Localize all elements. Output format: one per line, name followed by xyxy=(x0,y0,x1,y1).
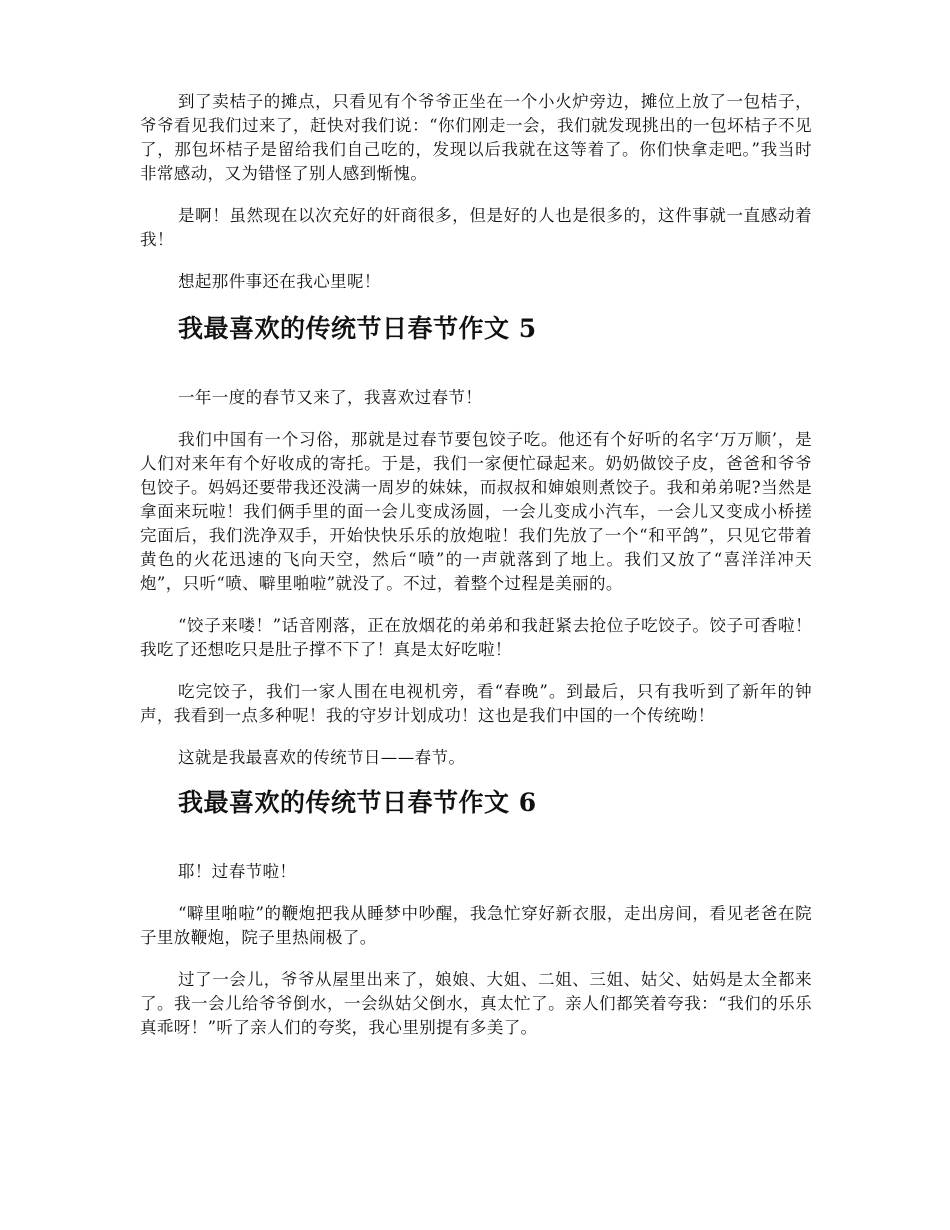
paragraph: “噼里啪啦”的鞭炮把我从睡梦中吵醒，我急忙穿好新衣服，走出房间，看见老爸在院子里放鞭炮，院子里热闹极了。 xyxy=(140,904,812,947)
essay-6-title: 我最喜欢的传统节日春节作文 6 xyxy=(178,788,537,817)
paragraph: “饺子来喽！”话音刚落，正在放烟花的弟弟和我赶紧去抢位子吃饺子。饺子可香啦！我吃了还想吃只是肚子撑不下了！真是太好吃啦！ xyxy=(140,616,812,659)
paragraph: 我们中国有一个习俗，那就是过春节要包饺子吃。他还有个好听的名字‘万万顺’，是人们对来年有个好收成的寄托。于是，我们一家便忙碌起来。奶奶做饺子皮，爸爸和爷爷包饺子。妈妈还要带我还没满一周岁的妹妹，而叔叔和婶娘则煮饺子。我和弟弟呢?当然是拿面来玩啦！我们俩手里的面一会儿变成汤圆，一会儿变成小汽车，一会儿又变成小桥搓完面后，我们洗净双手，开始快快乐乐的放炮啦！我们先放了一个“和平鸽”，只见它带着黄色的火花迅速的飞向天空，然后“喷”的一声就落到了地上。我们又放了“喜洋洋冲天炮”，只听“喷、噼里啪啦”就没了。不过，着整个过程是美丽的。 xyxy=(140,430,812,593)
paragraph: 到了卖桔子的摊点，只看见有个爷爷正坐在一个小火炉旁边，摊位上放了一包桔子，爷爷看见我们过来了，赶快对我们说：“你们刚走一会，我们就发现挑出的一包坏桔子不见了，那包坏桔子是留给我们自己吃的，发现以后我就在这等着了。你们快拿走吧。”我当时非常感动，又为错怪了别人感到惭愧。 xyxy=(140,92,812,183)
essay-5-title: 我最喜欢的传统节日春节作文 5 xyxy=(178,314,537,343)
paragraph: 这就是我最喜欢的传统节日——春节。 xyxy=(178,748,466,767)
paragraph: 耶！过春节啦！ xyxy=(178,862,297,881)
paragraph: 想起那件事还在我心里呢！ xyxy=(178,272,381,291)
paragraph: 吃完饺子，我们一家人围在电视机旁，看“春晚”。到最后，只有我听到了新年的钟声，我看到一点多种呢！我的守岁计划成功！这也是我们中国的一个传统呦！ xyxy=(140,682,812,725)
paragraph: 是啊！虽然现在以次充好的奸商很多，但是好的人也是很多的，这件事就一直感动着我！ xyxy=(140,206,812,249)
paragraph: 过了一会儿，爷爷从屋里出来了，娘娘、大姐、二姐、三姐、姑父、姑妈是太全都来了。我一会儿给爷爷倒水，一会纵姑父倒水，真太忙了。亲人们都笑着夸我：“我们的乐乐真乖呀！”听了亲人们的夸奖，我心里别提有多美了。 xyxy=(140,970,812,1037)
document-page xyxy=(140,90,812,1058)
paragraph: 一年一度的春节又来了，我喜欢过春节！ xyxy=(178,388,483,407)
